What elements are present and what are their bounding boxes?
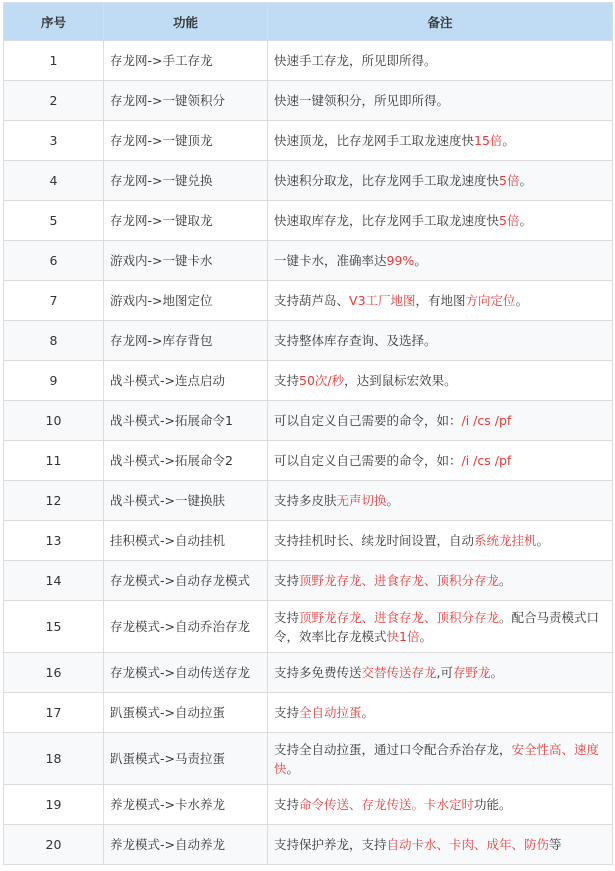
row-number: 14 <box>4 561 104 601</box>
row-number: 12 <box>4 481 104 521</box>
note-text: 。 <box>286 760 300 776</box>
note-text: 。 <box>536 533 550 548</box>
table-row <box>4 441 613 481</box>
note-text: 。 <box>419 628 432 644</box>
note-highlight: V3工厂地图 <box>349 293 416 308</box>
function-cell: 存龙网->一键兑换 <box>104 161 268 201</box>
function-cell: 游戏内->地图定位 <box>104 281 268 321</box>
note-text: 支持葫芦岛、 <box>274 293 350 308</box>
function-cell: 存龙网->库存背包 <box>104 321 268 361</box>
note-highlight: 顶野龙存龙、进食存龙、顶积分存龙 <box>299 573 500 588</box>
note-text: 。 <box>519 173 532 188</box>
note-text: 快速顶龙，比存龙网手工取龙速度快 <box>274 133 475 148</box>
row-number: 11 <box>4 441 104 481</box>
note-text: 支持 <box>274 573 300 588</box>
row-number: 3 <box>4 121 104 161</box>
note-text: 可以自定义自己需要的命令，如： <box>274 453 462 468</box>
note-highlight: 顶野龙存龙、进食存龙、顶积分存龙 <box>299 609 500 625</box>
function-cell: 战斗模式->拓展命令2 <box>104 441 268 481</box>
function-cell: 游戏内->一键卡水 <box>104 241 268 281</box>
note-text: 。 <box>519 213 532 228</box>
table-row <box>4 521 613 561</box>
note-text: 支持多皮肤 <box>274 493 337 508</box>
function-cell: 养龙模式->自动养龙 <box>104 825 268 865</box>
note-highlight: 快1倍 <box>386 628 420 644</box>
note-highlight: /i /cs /pf <box>461 453 512 468</box>
note-text: 。 <box>502 133 515 148</box>
note-cell <box>268 121 613 161</box>
row-number: 4 <box>4 161 104 201</box>
note-text: 快速手工存龙，所见即所得。 <box>274 53 437 68</box>
table-row <box>4 561 613 601</box>
function-cell: 存龙网->一键顶龙 <box>104 121 268 161</box>
note-text: ,可 <box>436 665 454 680</box>
note-cell <box>268 161 613 201</box>
table-row <box>4 321 613 361</box>
function-cell: 存龙网->一键领积分 <box>104 81 268 121</box>
row-number: 19 <box>4 785 104 825</box>
note-highlight: 命令传送、存龙传送。卡水定时 <box>299 797 475 812</box>
note-text: 支持 <box>274 705 300 720</box>
note-highlight: 方向定位 <box>465 293 516 308</box>
note-highlight: 99% <box>386 253 415 268</box>
function-cell: 存龙模式->自动存龙模式 <box>104 561 268 601</box>
note-text: 快速积分取龙，比存龙网手工取龙速度快 <box>274 173 500 188</box>
note-text: ，有地图 <box>415 293 466 308</box>
table-row <box>4 825 613 865</box>
table-row <box>4 653 613 693</box>
note-text: 。 <box>386 493 400 508</box>
note-highlight: 交替传送存龙 <box>361 665 437 680</box>
row-number: 2 <box>4 81 104 121</box>
note-highlight: 全自动拉蛋 <box>299 705 362 720</box>
table-row <box>4 201 613 241</box>
note-cell <box>268 785 613 825</box>
table-row <box>4 41 613 81</box>
row-number: 15 <box>4 601 104 653</box>
note-text: 。配合马责模式口令，效率比存龙模式 <box>274 609 600 644</box>
table-row <box>4 785 613 825</box>
table-row <box>4 161 613 201</box>
note-text: 可以自定义自己需要的命令，如： <box>274 413 462 428</box>
note-cell <box>268 441 613 481</box>
table-row <box>4 81 613 121</box>
function-cell: 存龙模式->自动传送存龙 <box>104 653 268 693</box>
row-number: 9 <box>4 361 104 401</box>
note-cell <box>268 693 613 733</box>
note-text: 。 <box>499 573 512 588</box>
note-cell <box>268 481 613 521</box>
function-cell: 挂积模式->自动挂机 <box>104 521 268 561</box>
note-cell <box>268 201 613 241</box>
note-text: ，达到鼠标宏效果。 <box>344 373 457 388</box>
note-highlight: 无声切换 <box>336 493 387 508</box>
note-text: 。 <box>490 665 504 680</box>
note-highlight: 5倍 <box>499 213 520 228</box>
note-cell <box>268 401 613 441</box>
note-cell <box>268 361 613 401</box>
note-cell <box>268 321 613 361</box>
function-cell: 战斗模式->一键换肤 <box>104 481 268 521</box>
header-no: 序号 <box>4 3 104 41</box>
note-highlight: 15倍 <box>474 133 503 148</box>
note-text: 支持全自动拉蛋，通过口令配合乔治存龙， <box>274 741 512 757</box>
table-row <box>4 693 613 733</box>
row-number: 18 <box>4 733 104 785</box>
note-cell <box>268 241 613 281</box>
note-highlight: /i /cs /pf <box>461 413 512 428</box>
note-text: 支持保护养龙，支持 <box>274 837 387 852</box>
note-highlight: 50次/秒 <box>299 373 345 388</box>
row-number: 1 <box>4 41 104 81</box>
note-text: 支持整体库存查询、及选择。 <box>274 333 437 348</box>
table-row <box>4 601 613 653</box>
note-text: 支持 <box>274 373 300 388</box>
note-highlight: 系统龙挂机 <box>474 533 537 548</box>
table-row <box>4 241 613 281</box>
table-row <box>4 281 613 321</box>
table-body <box>4 41 613 865</box>
table-header <box>4 3 613 41</box>
table-row <box>4 481 613 521</box>
function-cell: 存龙网->手工存龙 <box>104 41 268 81</box>
note-text: 快速一键领积分，所见即所得。 <box>274 93 450 108</box>
note-cell <box>268 733 613 785</box>
header-function: 功能 <box>104 3 268 41</box>
feature-table <box>3 2 613 865</box>
note-highlight: 自动卡水、卡肉、成年、防伤 <box>386 837 550 852</box>
note-cell <box>268 825 613 865</box>
note-cell <box>268 81 613 121</box>
table-row <box>4 401 613 441</box>
row-number: 5 <box>4 201 104 241</box>
header-note: 备注 <box>268 3 613 41</box>
table-row <box>4 121 613 161</box>
function-cell: 战斗模式->拓展命令1 <box>104 401 268 441</box>
function-cell: 趴蛋模式->马责拉蛋 <box>104 733 268 785</box>
note-text: 。 <box>515 293 529 308</box>
row-number: 7 <box>4 281 104 321</box>
row-number: 20 <box>4 825 104 865</box>
note-text: 等 <box>549 837 562 852</box>
note-text: 支持 <box>274 609 300 625</box>
table-row <box>4 733 613 785</box>
row-number: 16 <box>4 653 104 693</box>
row-number: 17 <box>4 693 104 733</box>
row-number: 8 <box>4 321 104 361</box>
note-text: 支持挂机时长、续龙时间设置，自动 <box>274 533 475 548</box>
header-row <box>4 3 613 41</box>
note-text: 快速取库存龙，比存龙网手工取龙速度快 <box>274 213 500 228</box>
note-text: 支持多免费传送 <box>274 665 362 680</box>
row-number: 10 <box>4 401 104 441</box>
note-text: 一键卡水，准确率达 <box>274 253 387 268</box>
note-text: 。 <box>414 253 427 268</box>
function-cell: 趴蛋模式->自动拉蛋 <box>104 693 268 733</box>
note-highlight: 5倍 <box>499 173 520 188</box>
row-number: 13 <box>4 521 104 561</box>
note-cell <box>268 653 613 693</box>
note-cell <box>268 41 613 81</box>
note-cell <box>268 281 613 321</box>
note-text: 。 <box>361 705 375 720</box>
function-cell: 养龙模式->卡水养龙 <box>104 785 268 825</box>
note-text: 功能。 <box>474 797 512 812</box>
note-cell <box>268 521 613 561</box>
note-cell <box>268 601 613 653</box>
function-cell: 战斗模式->连点启动 <box>104 361 268 401</box>
note-cell <box>268 561 613 601</box>
row-number: 6 <box>4 241 104 281</box>
note-highlight: 安全性高、速度快 <box>274 741 600 776</box>
function-cell: 存龙网->一键取龙 <box>104 201 268 241</box>
function-cell: 存龙模式->自动乔治存龙 <box>104 601 268 653</box>
note-highlight: 存野龙 <box>453 665 491 680</box>
table-row <box>4 361 613 401</box>
note-text: 支持 <box>274 797 300 812</box>
